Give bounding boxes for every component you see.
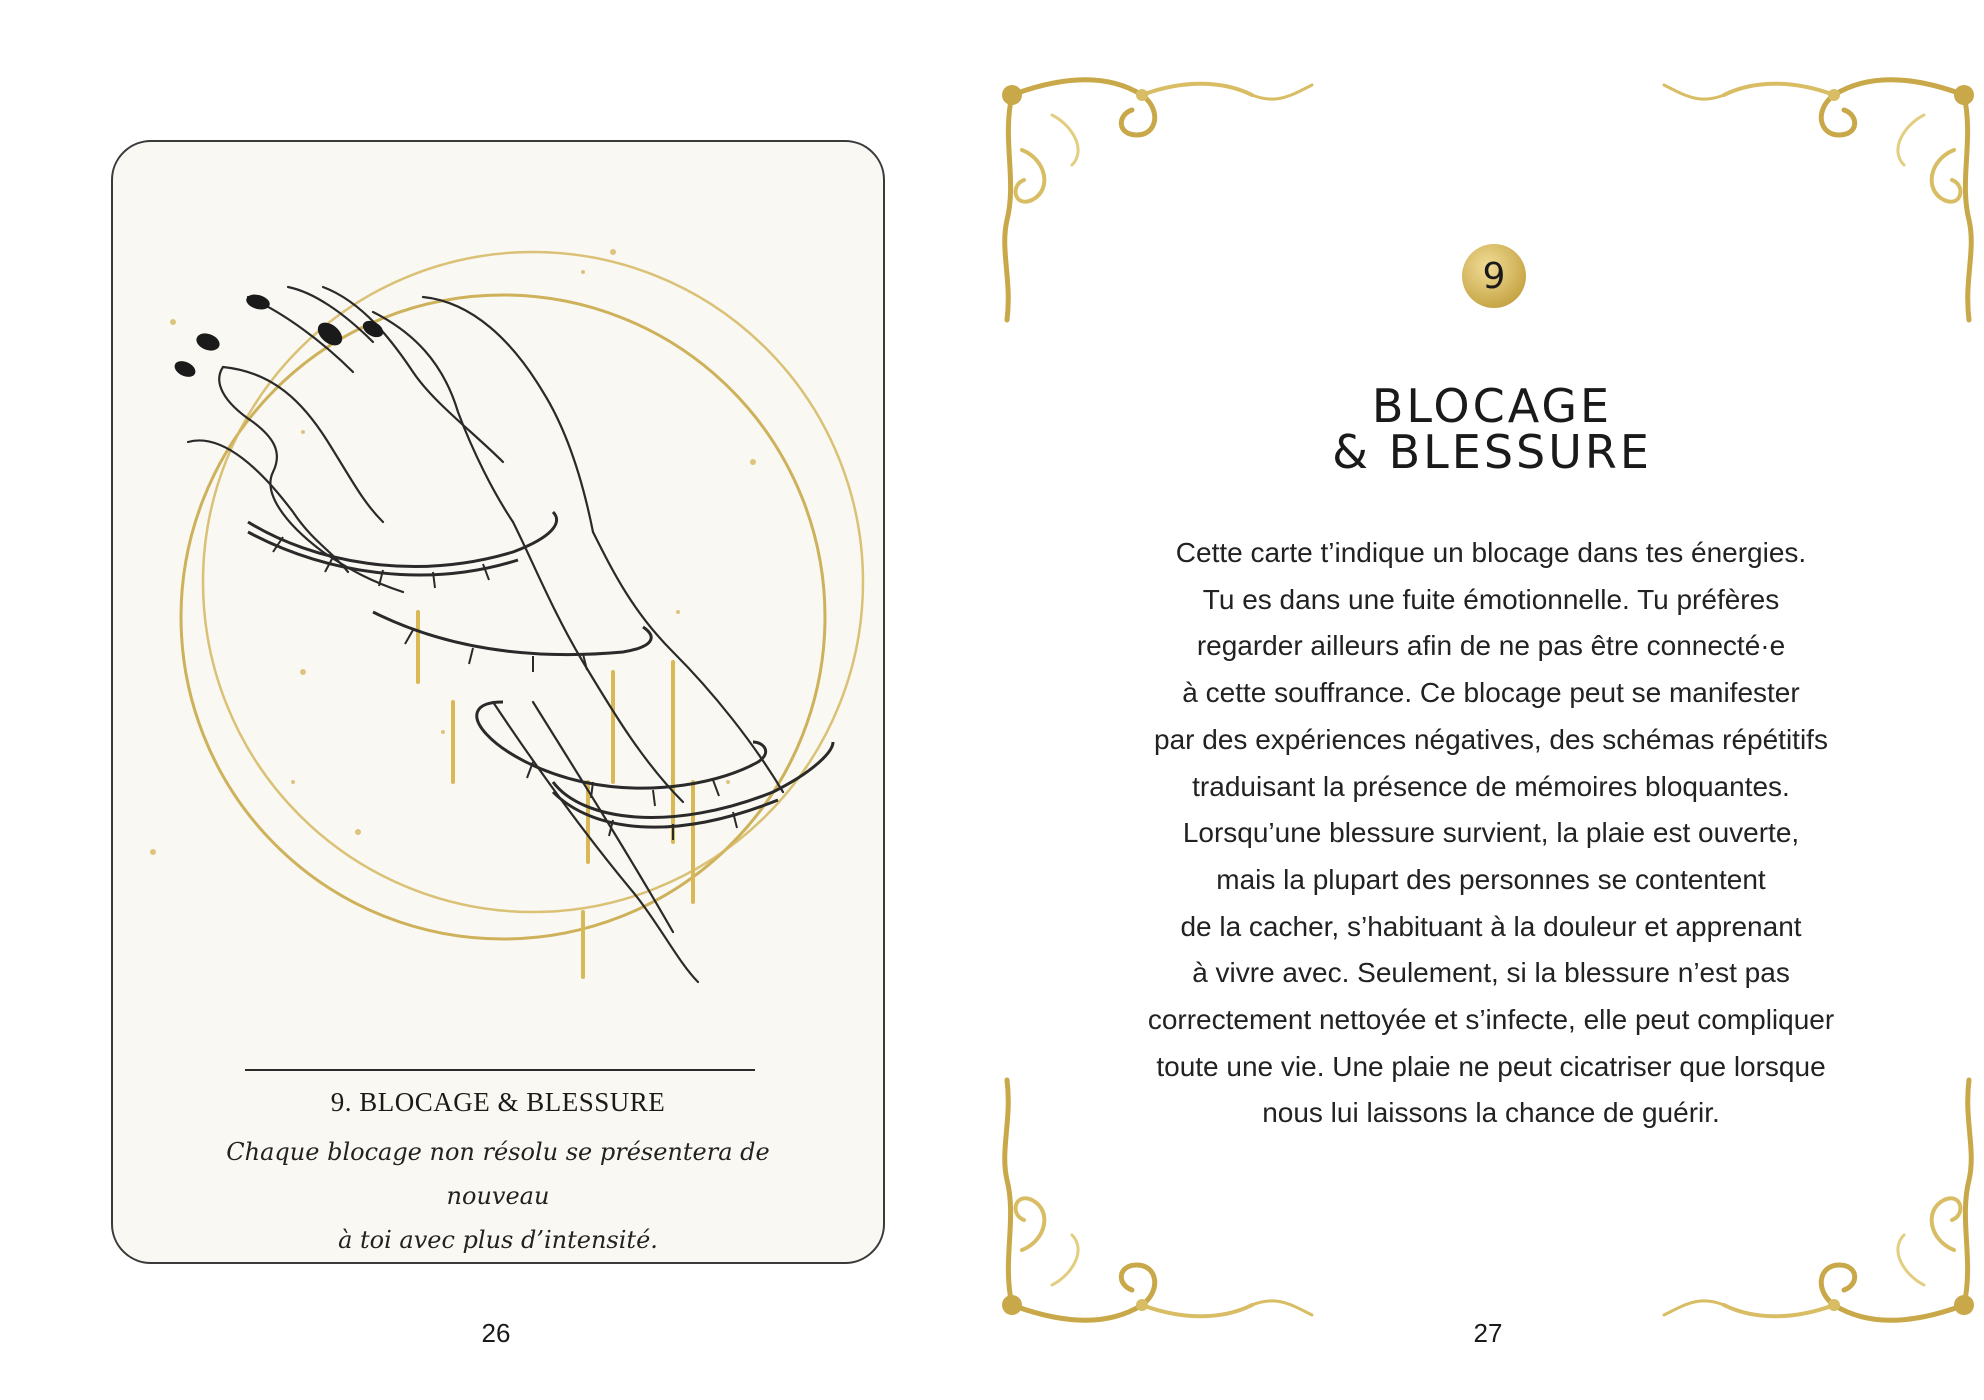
body-line: Tu es dans une fuite émotionnelle. Tu préfères (1202, 583, 1780, 615)
card-divider (245, 1069, 755, 1071)
body-line: à vivre avec. Seulement, si la blessure n’est pas (1192, 957, 1790, 989)
body-line: traduisant la présence de mémoires bloquantes. (1192, 770, 1790, 802)
page-number: 27 (1473, 1318, 1503, 1348)
body-line: par des expériences négatives, des schémas répétitifs (1154, 723, 1828, 755)
card-number-badge: 9 (1462, 244, 1526, 308)
right-page (992, 0, 1984, 1400)
card-quote-line: Chaque blocage non résolu se présentera de nouveau (226, 1138, 770, 1210)
body-line: de la cacher, s’habituant à la douleur et apprenant (1180, 910, 1802, 942)
card-quote-line: à toi avec plus d’intensité. (338, 1226, 658, 1254)
body-line: mais la plupart des personnes se contentent (1216, 863, 1766, 895)
thorn-bound-hands-illustration (113, 142, 885, 1042)
card-quote (173, 1130, 823, 1262)
body-line: Lorsqu’une blessure survient, la plaie est ouverte, (1182, 817, 1800, 849)
page-number: 26 (481, 1318, 511, 1348)
title-line: BLOCAGE (1371, 379, 1613, 433)
body-line: regarder ailleurs afin de ne pas être connecté·e (1196, 630, 1786, 662)
title-line: & BLESSURE (1332, 425, 1652, 479)
body-line: nous lui laissons la chance de guérir. (1262, 1097, 1720, 1129)
body-line: Cette carte t’indique un blocage dans tes énergies. (1175, 537, 1807, 568)
body-paragraph (1109, 530, 1873, 1137)
oracle-card (111, 140, 885, 1264)
body-line: toute une vie. Une plaie ne peut cicatriser que lorsque (1156, 1050, 1826, 1082)
body-line: correctement nettoyée et s’infecte, elle peut compliquer (1147, 1004, 1835, 1036)
page-title (992, 379, 1984, 479)
body-line: à cette souffrance. Ce blocage peut se manifester (1182, 677, 1800, 709)
card-title: 9. BLOCAGE & BLESSURE (330, 1087, 666, 1117)
